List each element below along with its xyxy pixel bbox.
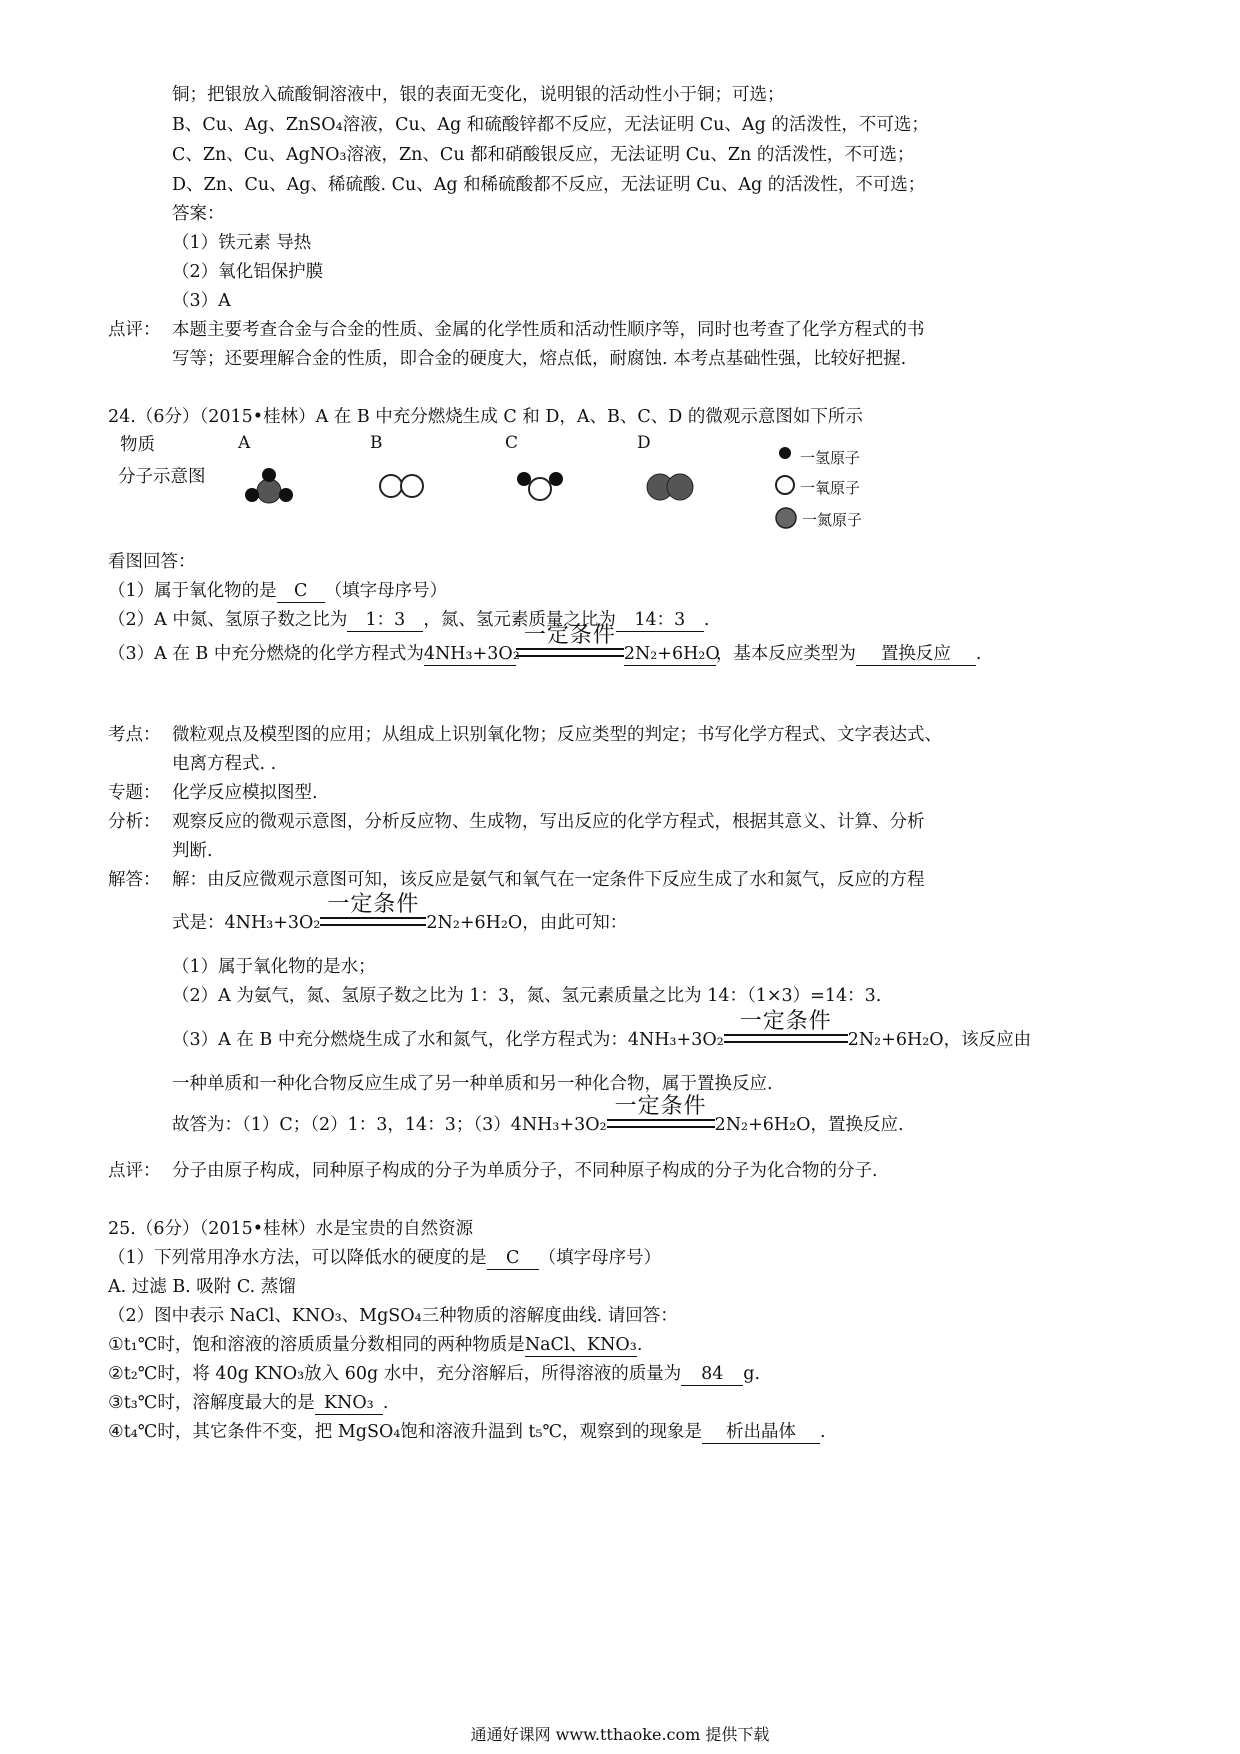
molecule-label-d: D [637, 433, 651, 453]
equation-right: 2N₂+6H₂O [714, 1115, 811, 1135]
q25-sub4 [108, 1420, 826, 1444]
q25-part1-text: （1）下列常用净水方法，可以降低水的硬度的是 [108, 1248, 487, 1268]
q23-answer-2: （2）氧化铝保护膜 [172, 262, 324, 282]
q23-comment-line1: 本题主要考查合金与合金的性质、金属的化学性质和活动性顺序等，同时也考查了化学方程式的书 [172, 320, 925, 340]
equation-arrow: 一定条件 [607, 1095, 715, 1128]
legend-hydrogen: 一氢原子 [800, 449, 861, 467]
q23-option-c: C、Zn、Cu、AgNO₃溶液，Zn、Cu 都和硝酸银反应，无法证明 Cu、Zn 的活泼性，不可选； [172, 145, 915, 165]
jieda-line7-suffix: ，置换反应. [810, 1115, 904, 1135]
jieda-line2 [172, 892, 628, 935]
page-footer: 通通好课网 www.tthaoke.com 提供下载 [470, 1725, 770, 1744]
fenxi-line1: 观察反应的微观示意图，分析反应物、生成物，写出反应的化学方程式，根据其意义、计算、分析 [172, 812, 925, 832]
q23-answer-label: 答案： [172, 204, 225, 224]
jieda-line2-suffix: ，由此可知： [522, 913, 628, 933]
equation-right: 2N₂+6H₂O [426, 913, 523, 933]
equation-left: 4NH₃+3O₂ [224, 913, 321, 933]
n2-molecule-icon [644, 470, 698, 504]
q23-option-b: B、Cu、Ag、ZnSO₄溶液，Cu、Ag 和硫酸锌都不反应，无法证明 Cu、Ag 的活泼性，不可选； [172, 115, 929, 135]
jieda-line7 [172, 1094, 904, 1137]
q24-part2-suffix: . [703, 610, 710, 630]
q24-part3 [108, 623, 982, 666]
q23-answer-3: （3）A [172, 291, 231, 311]
zhuanti-label: 专题： [108, 783, 161, 803]
nh3-molecule-icon [238, 465, 300, 507]
dianping-text: 分子由原子构成，同种原子构成的分子为单质分子，不同种原子构成的分子为化合物的分子. [172, 1161, 878, 1181]
q25-sub2 [108, 1362, 760, 1386]
equation-right: 2N₂+6H₂O [847, 1030, 944, 1050]
q24-part1-text: （1）属于氧化物的是 [108, 581, 277, 601]
zhuanti-text: 化学反应模拟图型. [172, 783, 318, 803]
q25-sub2-text: ②t₂℃时，将 40g KNO₃放入 60g 水中，充分溶解后，所得溶液的质量为 [108, 1364, 682, 1384]
molecule-label-c: C [505, 433, 519, 453]
q23-analysis-line: 铜；把银放入硫酸铜溶液中，银的表面无变化，说明银的活动性小于铜；可选； [172, 85, 785, 105]
nitrogen-atom-icon [774, 506, 798, 530]
jieda-line4: （2）A 为氨气，氮、氢原子数之比为 1：3，氮、氢元素质量之比为 14：（1×3）=14：3. [172, 986, 882, 1006]
q25-sub2-answer: 84 [681, 1363, 743, 1386]
q25-sub1 [108, 1333, 642, 1357]
q24-part2-text: （2）A 中氮、氢原子数之比为 [108, 610, 348, 630]
kaodian-line1: 微粒观点及模型图的应用；从组成上识别氧化物；反应类型的判定；书写化学方程式、文字表达式、 [172, 725, 942, 745]
q25-part1-suffix: （填字母序号） [538, 1248, 662, 1268]
q25-part1 [108, 1246, 661, 1270]
dianping-label: 点评： [108, 1161, 161, 1181]
q23-comment-label: 点评： [108, 320, 161, 340]
legend-oxygen: 一氧原子 [800, 479, 861, 497]
molecule-label-b: B [370, 433, 383, 453]
q25-title: 25.（6分）（2015•桂林）水是宝贵的自然资源 [108, 1219, 474, 1239]
q24-part2-answer2: 14：3 [616, 609, 704, 632]
q24-diagram-label: 分子示意图 [118, 467, 206, 487]
q24-substance-label: 物质 [120, 435, 155, 455]
equation-arrow: 一定条件 [320, 893, 426, 926]
q25-sub3-text: ③t₃℃时，溶解度最大的是 [108, 1393, 315, 1413]
q25-sub2-suffix: g. [743, 1364, 761, 1384]
fenxi-label: 分析： [108, 812, 161, 832]
q25-sub1-answer: NaCl、KNO₃ [524, 1335, 637, 1355]
q24-title: 24.（6分）（2015•桂林）A 在 B 中充分燃烧生成 C 和 D，A、B、C、D 的微观示意图如下所示 [108, 407, 863, 427]
q23-answer-1: （1）铁元素 导热 [172, 233, 312, 253]
q25-part1-answer: C [487, 1247, 539, 1270]
kaodian-label: 考点： [108, 725, 161, 745]
equation-left: 4NH₃+3O₂ [627, 1030, 724, 1050]
legend-nitrogen: 一氮原子 [802, 511, 863, 529]
h2o-molecule-icon [514, 465, 566, 505]
q24-part3-text: （3）A 在 B 中充分燃烧的化学方程式为 [108, 644, 424, 664]
jieda-line7-text: 故答为：（1）C；（2）1：3，14：3；（3） [172, 1115, 511, 1135]
molecule-label-a: A [238, 433, 251, 453]
hydrogen-atom-icon [776, 444, 794, 462]
q25-sub3-answer: KNO₃ [315, 1392, 383, 1415]
q23-option-d: D、Zn、Cu、Ag、稀硫酸. Cu、Ag 和稀硫酸都不反应，无法证明 Cu、Ag 的活泼性，不可选； [172, 175, 926, 195]
jieda-line6: 一种单质和一种化合物反应生成了另一种单质和另一种化合物，属于置换反应. [172, 1074, 773, 1094]
q24-part3-mid: ，基本反应类型为 [715, 644, 856, 664]
q25-part2: （2）图中表示 NaCl、KNO₃、MgSO₄三种物质的溶解度曲线. 请回答： [108, 1306, 678, 1326]
q25-sub1-text: ①t₁℃时，饱和溶液的溶质质量分数相同的两种物质是 [108, 1335, 525, 1355]
q24-equation-right: 2N₂+6H₂O [623, 644, 720, 664]
fenxi-line2: 判断. [172, 841, 213, 861]
q25-sub4-text: ④t₄℃时，其它条件不变，把 MgSO₄饱和溶液升温到 t₅℃，观察到的现象是 [108, 1422, 703, 1442]
q24-equation-left: 4NH₃+3O₂ [423, 644, 520, 664]
q24-part3-answer: 置换反应 [856, 643, 976, 666]
q23-comment-line2: 写等；还要理解合金的性质，即合金的硬度大，熔点低，耐腐蚀. 本考点基础性强，比较好把握. [172, 349, 907, 369]
equation-arrow: 一定条件 [724, 1010, 848, 1043]
q24-look-answer: 看图回答： [108, 552, 196, 572]
q24-part1 [108, 579, 447, 603]
q25-options: A. 过滤 B. 吸附 C. 蒸馏 [108, 1277, 296, 1297]
q25-sub4-suffix: . [820, 1422, 826, 1442]
q25-sub3-suffix: . [382, 1393, 389, 1413]
q25-sub1-suffix: . [636, 1335, 643, 1355]
jieda-line3: （1）属于氧化物的是水； [172, 957, 376, 977]
jieda-line1: 解：由反应微观示意图可知，该反应是氨气和氧气在一定条件下反应生成了水和氮气，反应的方程 [172, 870, 925, 890]
o2-molecule-icon [376, 470, 428, 502]
q24-equation-arrow: 一定条件 [516, 624, 624, 657]
kaodian-line2: 电离方程式. . [172, 754, 277, 774]
equation-left: 4NH₃+3O₂ [510, 1115, 607, 1135]
jieda-line5-text: （3）A 在 B 中充分燃烧生成了水和氮气，化学方程式为： [172, 1030, 628, 1050]
jieda-line5 [172, 1009, 1032, 1052]
q24-part2-mid: ，氮、氢元素质量之比为 [423, 610, 616, 630]
q24-part2-answer1: 1：3 [347, 609, 423, 632]
q24-part1-suffix: （填字母序号） [324, 581, 448, 601]
q25-sub4-answer: 析出晶体 [702, 1421, 820, 1444]
q24-part3-suffix: . [975, 644, 982, 664]
q25-sub3 [108, 1391, 388, 1415]
jieda-line5-suffix: ，该反应由 [943, 1030, 1032, 1050]
jieda-label: 解答： [108, 870, 161, 890]
jieda-line2-text: 式是： [172, 913, 225, 933]
oxygen-atom-icon [774, 474, 796, 496]
q24-part1-answer: C [277, 580, 325, 603]
